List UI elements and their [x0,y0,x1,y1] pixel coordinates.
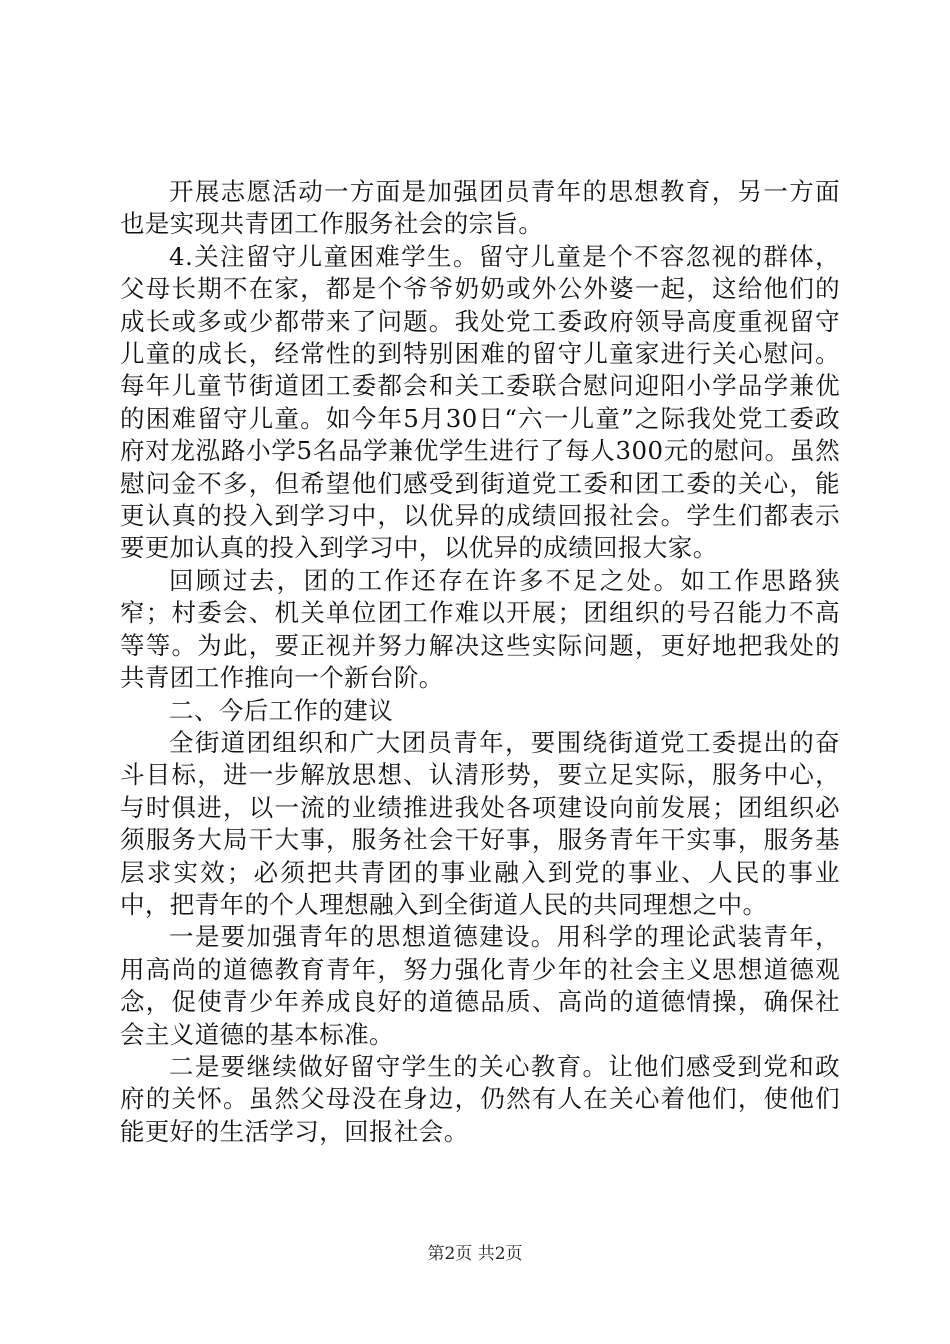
paragraph-left-behind-children: 4.关注留守儿童困难学生。留守儿童是个不容忽视的群体，父母长期不在家，都是个爷爷奶奶或外公外婆一起，这给他们的成长或多或少都带来了问题。我处党工委政府领导高度重视留守儿童的成长，经常性的到特别困难的留守儿童家进行关心慰问。每年儿童节街道团工委都会和关工委联合慰问迎阳小学品学兼优的困难留守儿童。如今年5月30日“六一儿童”之际我处党工委政府对龙泓路小学5名品学兼优学生进行了每人300元的慰问。虽然慰问金不多，但希望他们感受到街道党工委和团工委的关心，能更认真的投入到学习中，以优异的成绩回报社会。学生们都表示要更加认真的投入到学习中，以优异的成绩回报大家。 [120,241,840,563]
section-heading-suggestions: 二、今后工作的建议 [169,695,394,725]
page-number-footer: 第2页 共2页 [427,1244,523,1264]
paragraph-moral-construction: 一是要加强青年的思想道德建设。用科学的理论武装青年，用高尚的道德教育青年，努力强化青少年的社会主义思想道德观念，促使青少年养成良好的道德品质、高尚的道德情操，确保社会主义道德的基本标准。 [120,922,840,1049]
document-body [120,176,840,1148]
paragraph-care-education: 二是要继续做好留守学生的关心教育。让他们感受到党和政府的关怀。虽然父母没在身边，仍然有人在关心着他们，使他们能更好的生活学习，回报社会。 [120,1051,840,1146]
paragraph-review: 回顾过去，团的工作还存在许多不足之处。如工作思路狭窄；村委会、机关单位团工作难以开展；团组织的号召能力不高等等。为此，要正视并努力解决这些实际问题，更好地把我处的共青团工作推向一个新台阶。 [120,565,840,693]
paragraph-goals: 全街道团组织和广大团员青年，要围绕街道党工委提出的奋斗目标，进一步解放思想、认清形势，要立足实际，服务中心，与时俱进，以一流的业绩推进我处各项建设向前发展；团组织必须服务大局干大事，服务社会干好事，服务青年干实事，服务基层求实效；必须把共青团的事业融入到党的事业、人民的事业中，把青年的个人理想融入到全街道人民的共同理想之中。 [120,727,840,919]
paragraph-volunteer: 开展志愿活动一方面是加强团员青年的思想教育，另一方面也是实现共青团工作服务社会的宗旨。 [120,177,840,239]
